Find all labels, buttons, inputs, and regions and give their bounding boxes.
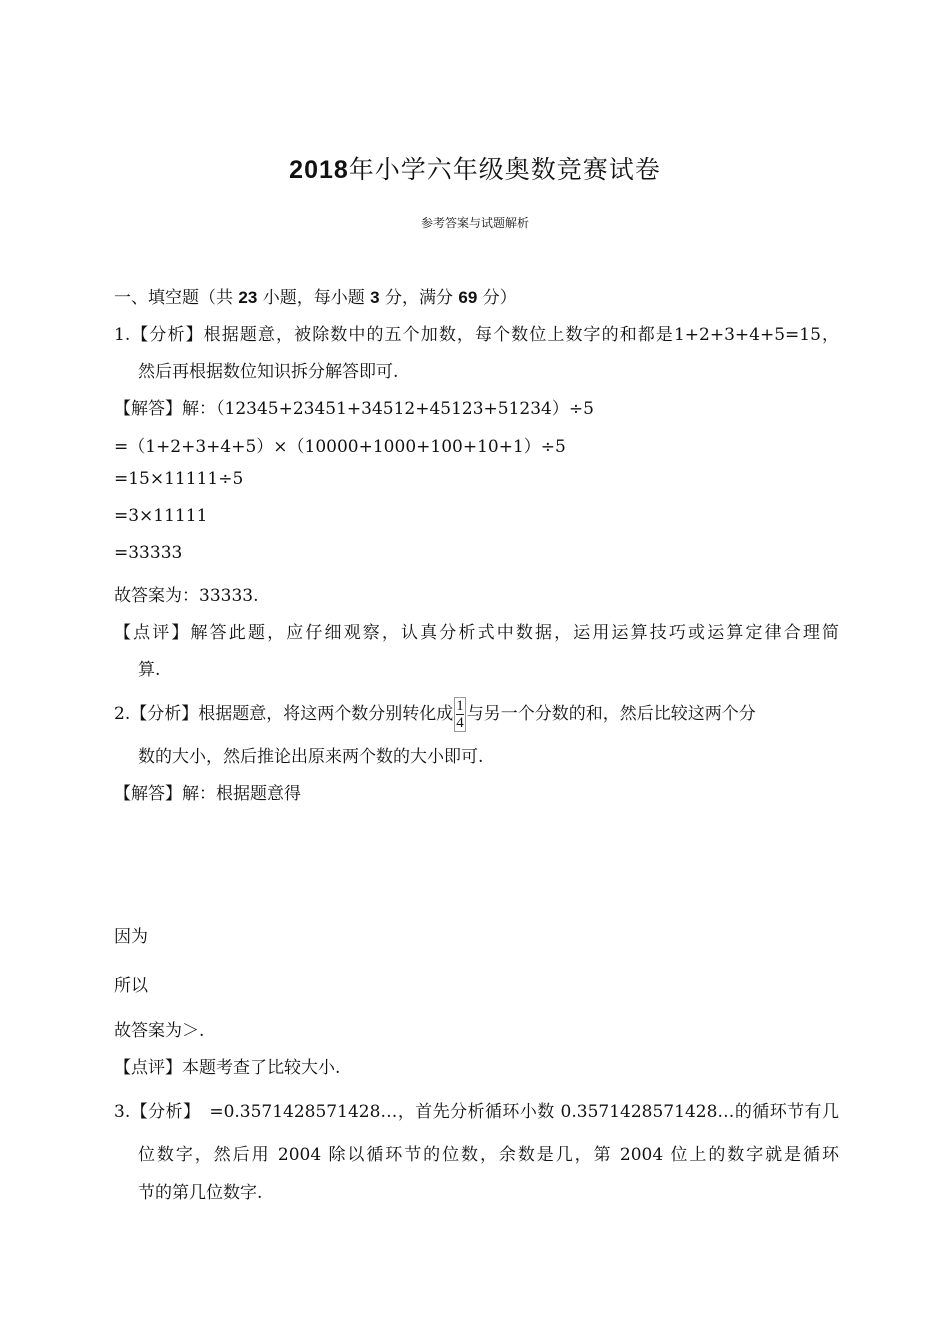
q2-because: 因为 [114,927,148,947]
q2-comment: 【点评】本题考查了比较大小. [114,1058,341,1078]
q2-solution-line1: 【解答】解：根据题意得 [114,784,301,804]
q1-answer: 故答案为：33333. [114,586,259,606]
q1-solution-line1: 【解答】解：（12345+23451+34512+45123+51234）÷5 [114,399,594,419]
q3-analysis-line1: 3.【分析】 =0.3571428571428…，首先分析循环小数 0.3571428571428…的循环节有几 [114,1102,839,1122]
page-title: 2018年小学六年级奥数竞赛试卷 [289,155,661,184]
q3-analysis-line2: 位数字，然后用 2004 除以循环节的位数，余数是几，第 2004 位上的数字就是循环 [138,1145,839,1165]
q2-analysis-line1: 2.【分析】根据题意，将这两个数分别转化成 $\frac{1}{4}$ 与另一个分数的和，然后比较这两个分 [114,698,756,731]
q1-solution-line2: =（1+2+3+4+5）×（10000+1000+100+10+1）÷5 [114,437,566,457]
q1-comment-line1: 【点评】解答此题，应仔细观察，认真分析式中数据，运用运算技巧或运算定律合理简 [114,623,839,643]
page-subtitle: 参考答案与试题解析 [420,216,529,230]
q2-answer: 故答案为＞. [114,1021,205,1041]
q3-analysis-line3: 节的第几位数字. [138,1183,263,1203]
q2-so: 所以 [114,976,148,996]
fraction-one-quarter: $\frac{1}{4}$ [456,698,464,731]
q1-solution-line3: =15×11111÷5 [114,469,244,489]
section-heading: 一、填空题（共 23 小题，每小题 3 分，满分 69 分） [114,288,517,308]
q1-analysis-line2: 然后再根据数位知识拆分解答即可. [138,362,399,382]
q1-analysis-line1: 1.【分析】根据题意，被除数中的五个加数，每个数位上数字的和都是1+2+3+4+5=15， [114,325,839,345]
q2-analysis-line2: 数的大小，然后推论出原来两个数的大小即可. [138,747,484,767]
q1-comment-line2: 算. [138,660,161,680]
q1-solution-line4: =3×11111 [114,506,208,526]
q1-solution-line5: =33333 [114,543,183,563]
